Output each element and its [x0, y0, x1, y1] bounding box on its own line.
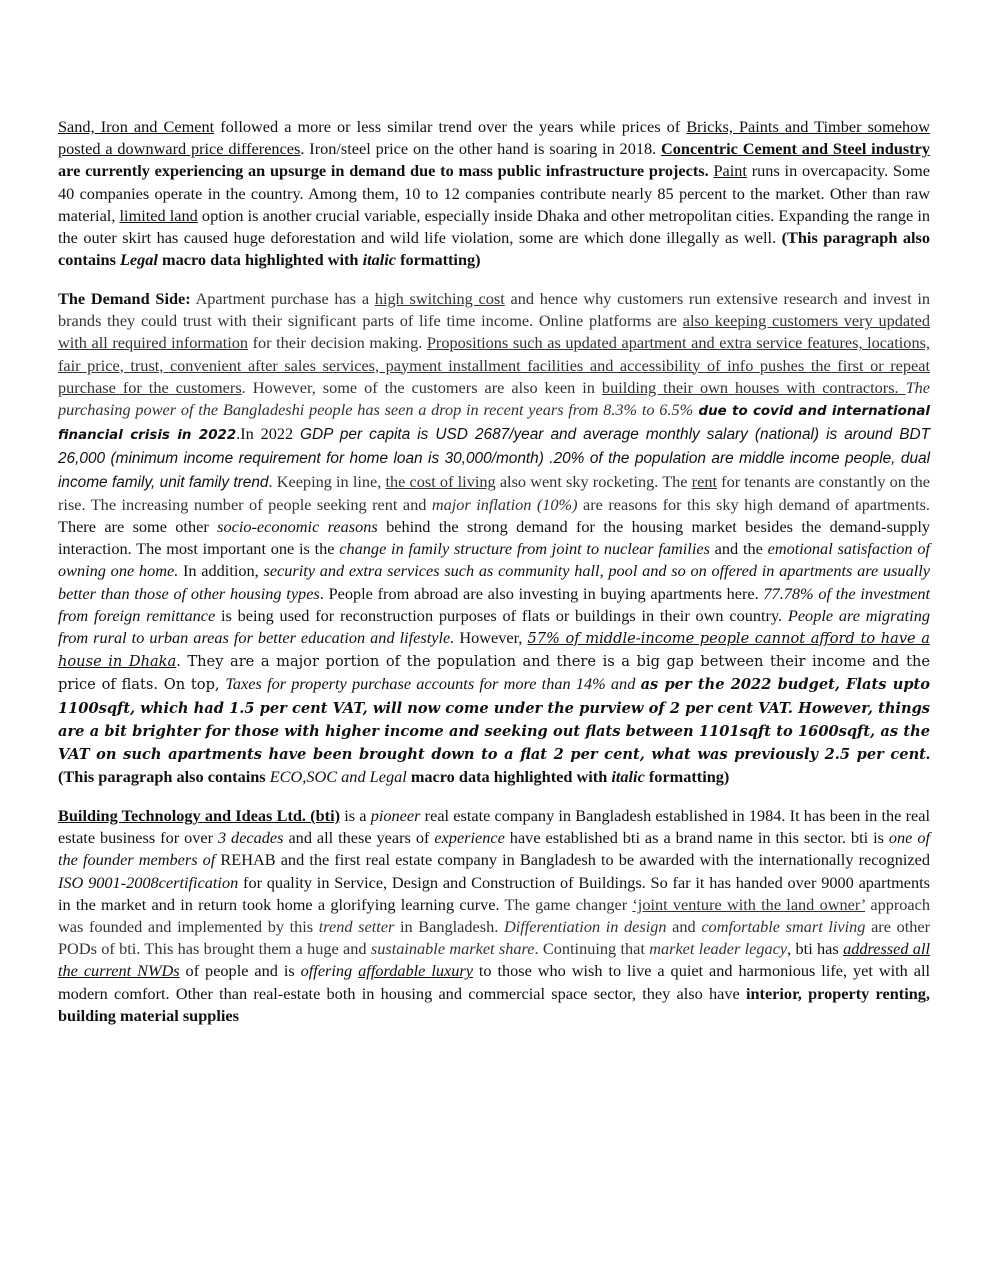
- text-span: pioneer: [370, 805, 421, 825]
- text-span: formatting): [396, 250, 481, 270]
- text-span: The purchasing power of the Bangladeshi people has seen a drop in recent years from 8.3% to 6.5%: [58, 377, 931, 419]
- text-span: GDP per capita is USD 2687/year and average monthly salary (national) is around BDT 26,000 (minimum income requirement for home loan is 30,000/month) .20% of the population are middle income people, dual income family, unit family trend: [58, 426, 930, 491]
- text-span: Bricks, Paints and Timber somehow posted a downward price differences: [58, 117, 930, 159]
- text-span: for tenants are constantly on the rise. The increasing number of people seeking rent and: [58, 471, 930, 514]
- text-span: Concentric Cement and Steel industry: [661, 139, 930, 159]
- text-span: emotional satisfaction of owning one home.: [58, 539, 930, 581]
- text-span: high switching cost: [374, 288, 505, 308]
- text-span: ISO 9001-2008certification: [58, 872, 239, 892]
- text-span: approach was founded and implemented by this: [58, 894, 931, 936]
- company-name: Building Technology and Ideas Ltd. (bti): [58, 805, 341, 825]
- text-span: the cost of living: [385, 471, 496, 491]
- text-span: to those who wish to live a quiet and harmonious life, yet with all modern comfort. Other than real-estate both in housing and commercial space sector, they also have: [58, 961, 930, 1003]
- text-span: 77.78% of the investment from foreign remittance: [58, 583, 930, 625]
- text-span: The game changer: [504, 894, 633, 914]
- text-span: However,: [454, 627, 528, 647]
- text-span: real estate company in Bangladesh established in 1984. It has been in the real estate business for over: [58, 805, 930, 848]
- text-span: behind the strong demand for the housing market besides the demand-supply interaction. The most important one is the: [58, 516, 931, 559]
- text-span: macro data highlighted with: [406, 767, 612, 787]
- text-span: have established bti as a brand name in this sector. bti is: [504, 828, 889, 848]
- text-span: . Continuing that: [534, 939, 650, 959]
- text-span: ‘joint venture with the land owner’: [632, 894, 866, 914]
- text-span: Paint: [713, 161, 747, 181]
- text-span: limited land: [119, 205, 198, 225]
- text-span: and: [666, 916, 702, 936]
- text-span: due to covid and international financial crisis in 2022: [58, 403, 930, 444]
- text-span: . People from abroad are also investing in buying apartments here.: [319, 583, 764, 603]
- text-span: Propositions such as updated apartment and extra service features, locations, fair price, trust, convenient after sales services, payment installment facilities and accessibility of info pushes the first or repeat purchase for the customers: [58, 333, 930, 397]
- text-span: for quality in Service, Design and Construction of Buildings. So far it has handed over 9000 apartments in the market and in return took home a glorifying learning curve.: [58, 872, 930, 914]
- text-span: . They are a major portion of the population and there is a big gap between their income and the price of flats. On top,: [58, 653, 930, 694]
- text-span: is being used for reconstruction purposes of flats or buildings in their own country.: [215, 605, 788, 625]
- text-span: and all these years of: [283, 828, 435, 848]
- text-span: and the: [709, 539, 768, 559]
- text-span: .(This paragraph also contains: [58, 743, 930, 787]
- text-span: comfortable smart living: [701, 916, 866, 936]
- text-span: .In 2022: [236, 424, 301, 444]
- text-span: sustainable market share: [370, 939, 535, 959]
- text-span: also went sky rocketing. The: [495, 471, 692, 491]
- text-span: . However, some of the customers are also keen in: [241, 377, 602, 397]
- text-span: Sand, Iron and Cement: [58, 117, 215, 136]
- text-span: security and extra services such as community hall, pool and so on offered in apartments are usually better than those of other housing types: [58, 561, 930, 603]
- text-span: (This paragraph also contains: [58, 228, 930, 270]
- text-span: 3 decades: [217, 828, 284, 848]
- text-span: as per the 2022 budget, Flats upto 1100sqft, which had 1.5 per cent VAT, will now come under the purview of 2 per cent VAT. However, things are a bit brighter for those with higher income and seeking out flats between 1101sqft to 1600sqft, as the VAT on such apartments have been brought down to a flat 2 per cent, what was previously 2.5 per cent: [58, 676, 930, 763]
- text-span: interior, property renting, building material supplies: [58, 983, 930, 1025]
- text-span: offering: [300, 961, 353, 981]
- text-span: are reasons for this sky high demand of apartments.: [577, 494, 930, 514]
- text-span: Differentiation in design: [503, 916, 667, 936]
- text-span: building their own houses with contractors.: [601, 377, 906, 397]
- text-span: , bti has: [787, 939, 844, 959]
- paragraph-bti: [58, 805, 930, 1027]
- text-span: experience: [434, 828, 505, 848]
- text-span: addressed all the current NWDs: [58, 939, 930, 981]
- text-span: There are some other: [58, 516, 218, 536]
- text-span: . Keeping in line,: [268, 471, 386, 491]
- text-span: option is another crucial variable, especially inside Dhaka and other metropolitan cities. Expanding the range in the outer skirt has caused huge deforestation and wild life violation, some are which done illegally as well.: [58, 205, 931, 248]
- text-span: major inflation (10%): [431, 494, 578, 514]
- section-heading: The Demand Side:: [58, 288, 191, 308]
- text-span: Apartment purchase has a: [190, 288, 375, 308]
- document-page: [58, 116, 930, 1043]
- text-span: In addition,: [178, 561, 264, 581]
- text-span: Legal: [119, 250, 158, 270]
- text-span: is a: [340, 805, 371, 825]
- text-span: for their decision making.: [248, 333, 427, 353]
- text-span: . Iron/steel price on the other hand is soaring in 2018.: [300, 139, 662, 159]
- text-span: affordable luxury: [358, 961, 473, 981]
- text-span: runs in overcapacity. Some 40 companies operate in the country. Among them, 10 to 12 companies contribute nearly 85 percent to the market. Other than raw material,: [58, 161, 930, 225]
- text-span: one of the founder members of: [58, 828, 931, 870]
- text-span: in Bangladesh.: [394, 916, 504, 936]
- text-span: are currently experiencing an upsurge in demand due to mass public infrastructure projects.: [58, 161, 709, 181]
- text-span: followed a more or less similar trend over the years while prices of: [214, 117, 687, 136]
- text-span: REHAB and the first real estate company in Bangladesh to be awarded with the internationally recognized: [215, 850, 930, 870]
- text-span: 57% of middle-income people cannot afford to have a house in Dhaka: [58, 629, 930, 671]
- text-span: are other PODs of bti. This has brought them a huge and: [58, 916, 931, 959]
- paragraph-demand-side: [58, 288, 930, 788]
- paragraph-supply-materials: [58, 116, 930, 271]
- text-span: italic: [611, 767, 645, 787]
- text-span: also keeping customers very updated with all required information: [58, 311, 931, 353]
- text-span: Taxes for property purchase accounts for more than 14% and: [225, 674, 641, 694]
- text-span: formatting): [644, 767, 730, 787]
- text-span: of people and is: [179, 961, 301, 981]
- text-span: and hence why customers run extensive research and invest in brands they could trust with their significant parts of life time income. Online platforms are: [58, 288, 930, 331]
- text-span: rent: [691, 471, 717, 491]
- text-span: trend setter: [318, 916, 395, 936]
- text-span: market leader legacy: [649, 939, 788, 959]
- text-span: People are migrating from rural to urban areas for better education and lifestyle.: [58, 605, 930, 647]
- text-span: socio-economic reasons: [217, 516, 378, 536]
- text-span: italic: [362, 250, 397, 270]
- text-span: macro data highlighted with: [157, 250, 363, 270]
- text-span: ECO,SOC and Legal: [269, 767, 407, 787]
- text-span: change in family structure from joint to nuclear families: [339, 539, 710, 559]
